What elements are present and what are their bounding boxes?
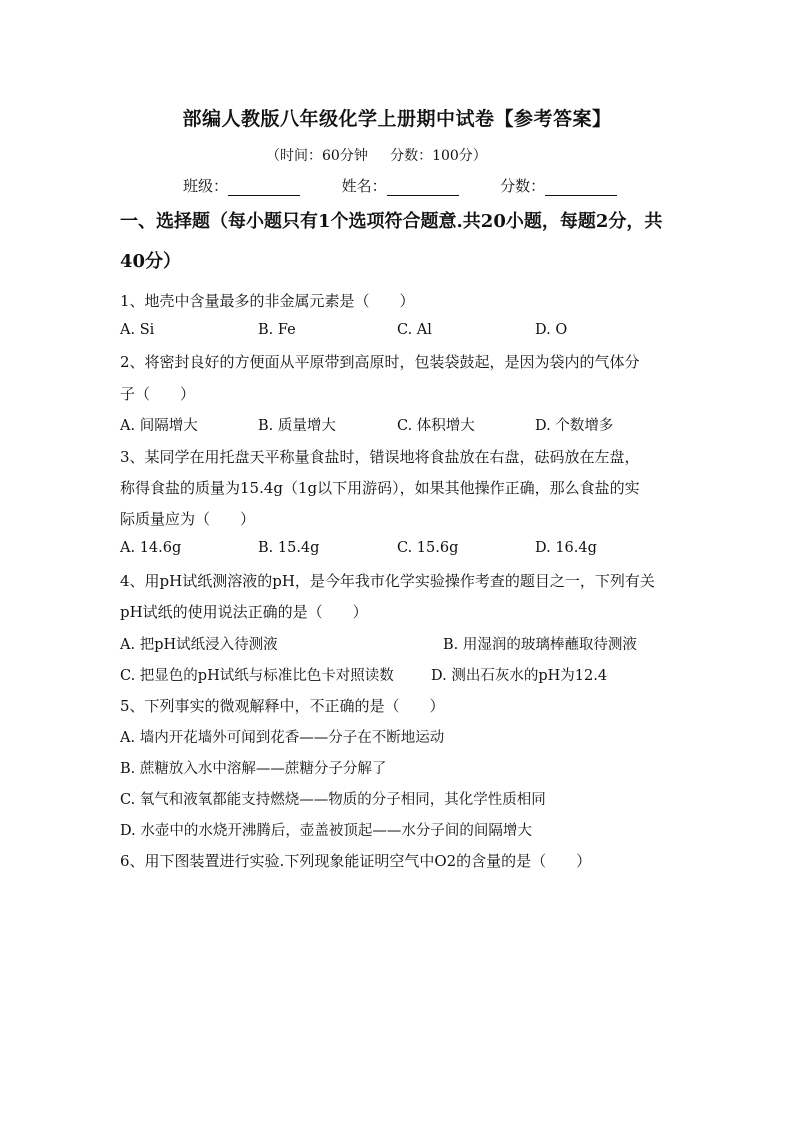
section-heading-line1: 一、选择题（每小题只有1个选项符合题意.共20小题，每题2分，共: [120, 211, 663, 232]
option-d[interactable]: D. O: [535, 322, 568, 338]
question-2-text-line2: 子（ ）: [120, 385, 196, 403]
option-c[interactable]: C. 氧气和液氧都能支持燃烧——物质的分子相同，其化学性质相同: [120, 792, 546, 808]
option-c[interactable]: C. 把显色的pH试纸与标准比色卡对照读数: [120, 668, 394, 684]
option-d[interactable]: D. 测出石灰水的pH为12.4: [431, 668, 608, 684]
question-6-text: 6、用下图装置进行实验.下列现象能证明空气中O2的含量的是（ ）: [120, 852, 592, 870]
option-c[interactable]: C. 15.6g: [397, 540, 459, 556]
student-info-row: [183, 175, 617, 196]
question-3-text-line3: 际质量应为（ ）: [120, 510, 256, 528]
class-label: 班级：: [183, 177, 229, 195]
question-3-text-line1: 3、某同学在用托盘天平称量食盐时，错误地将食盐放在右盘，砝码放在左盘，: [120, 448, 640, 466]
option-a[interactable]: A. Si: [120, 322, 155, 338]
question-4-text-line2: pH试纸的使用说法正确的是（ ）: [120, 603, 368, 621]
score-label: 分数：: [500, 177, 546, 195]
name-blank[interactable]: [387, 179, 459, 196]
option-b[interactable]: B. 质量增大: [258, 418, 336, 434]
option-a[interactable]: A. 墙内开花墙外可闻到花香——分子在不断地运动: [120, 730, 445, 746]
option-b[interactable]: B. 用湿润的玻璃棒蘸取待测液: [443, 637, 637, 653]
question-3-text-line2: 称得食盐的质量为15.4g（1g以下用游码），如果其他操作正确，那么食盐的实: [120, 479, 640, 497]
exam-time-score: （时间：60分钟 分数：100分）: [266, 148, 487, 164]
option-a[interactable]: A. 14.6g: [120, 540, 182, 556]
score-blank[interactable]: [545, 179, 617, 196]
option-b[interactable]: B. 蔗糖放入水中溶解——蔗糖分子分解了: [120, 761, 387, 777]
option-b[interactable]: B. 15.4g: [258, 540, 320, 556]
option-a[interactable]: A. 间隔增大: [120, 418, 198, 434]
option-d[interactable]: D. 16.4g: [535, 540, 597, 556]
section-heading-line2: 40分）: [120, 251, 182, 272]
option-c[interactable]: C. Al: [397, 322, 432, 338]
class-blank[interactable]: [228, 179, 300, 196]
option-d[interactable]: D. 个数增多: [535, 418, 614, 434]
option-c[interactable]: C. 体积增大: [397, 418, 475, 434]
name-label: 姓名：: [341, 177, 387, 195]
question-1-text: 1、地壳中含量最多的非金属元素是（ ）: [120, 292, 415, 310]
exam-title: 部编人教版八年级化学上册期中试卷【参考答案】: [182, 108, 612, 130]
option-a[interactable]: A. 把pH试纸浸入待测液: [120, 637, 278, 653]
question-2-text-line1: 2、将密封良好的方便面从平原带到高原时，包装袋鼓起，是因为袋内的气体分: [120, 353, 640, 371]
question-5-text: 5、下列事实的微观解释中，不正确的是（ ）: [120, 697, 445, 715]
option-b[interactable]: B. Fe: [258, 322, 296, 338]
option-d[interactable]: D. 水壶中的水烧开沸腾后，壶盖被顶起——水分子间的间隔增大: [120, 823, 532, 839]
question-4-text-line1: 4、用pH试纸测溶液的pH，是今年我市化学实验操作考查的题目之一，下列有关: [120, 572, 655, 590]
